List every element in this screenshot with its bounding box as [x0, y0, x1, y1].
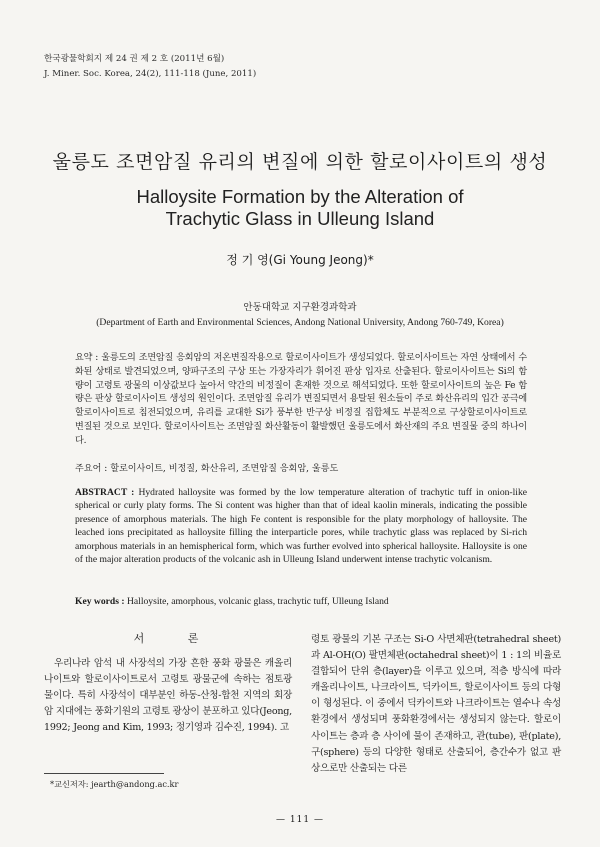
affiliation-korean: 안동대학교 지구환경과학과 — [243, 302, 357, 313]
keywords-english-text: Halloysite, amorphous, volcanic glass, trachytic tuff, Ulleung Island — [126, 596, 389, 607]
abstract-english-text: Hydrated halloysite was formed by the low temperature alteration of trachytic tuff in onion-like spherical or curly platy forms. The Si content was higher than that of ideal kaolin minerals, indicating the possible presence of amorphous materials. The high Fe content is responsible for the platy morphology of halloysite. The leached ions precipitated as halloysite filling the interparticle pores, while trachytic glass was replaced by Si-rich amorphous materials in an hemispherical form, which was further evolved into spherical halloysite. Halloysite is one of the major alteration products of the volcanic ash in Ulleung Island underwent intense trachytic volcanism. — [75, 487, 528, 566]
page-number: — 111 — — [276, 815, 324, 825]
footnote-divider — [44, 773, 164, 774]
keywords-label: Key words : — [75, 596, 125, 607]
abstract-korean: 요약 : 울릉도의 조면암질 응회암의 저온변질작용으로 할로이사이트가 생성되었다. 할로이사이트는 자연 상태에서 수화된 상태로 발견되었으며, 양파구조의 구상 또는 가장자리가 휘어진 판상 입자로 산출된다. 할로이사이트는 Si의 함량이 고령토 광물의 이상값보다 높아서 약간의 비정질이 혼재한 것으로 해석되었다. 또한 할로이사이트의 높은 Fe 함량은 판상 할로이사이트 생성의 원인이다. 조면암질 유리가 변질되면서 용탈된 원소들이 주로 화산유리의 입간 공극에 할로이사이트로 침전되었으며, 유리를 교대한 Si가 풍부한 반구상 비정질 집합체도 부분적으로 구상할로이사이트로 변질된 것으로 보인다. 할로이사이트는 조면암질 화산활동이 활발했던 울릉도에서 화산재의 주요 변질물 중의 하나이다. — [75, 353, 527, 446]
abstract-label: ABSTRACT : — [75, 487, 135, 498]
title-english-line1: Halloysite Formation by the Alteration of — [136, 186, 464, 207]
abstract-english — [75, 486, 527, 566]
title-english — [0, 186, 600, 230]
affiliation-english: (Department of Earth and Environmental Sciences, Andong National University, Andong 760-749, Korea) — [96, 317, 504, 328]
introduction-paragraph-right: 령토 광물의 기본 구조는 Si-O 사면체판(tetrahedral sheet)과 Al-OH(O) 팔면체판(octahedral sheet)이 1 : 1의 비율로 결합되어 단위 층(layer)을 이루고 있으며, 적층 방식에 따라 캐올리나이트, 나크라이트, 딕카이트, 할로이사이트 등의 다형이 형성된다. 이 중에서 딕카이트와 나크라이트는 열수나 속성환경에서 생성되며 풍화환경에서는 생성되지 않는다. 할로이사이트는 층과 층 사이에 물이 존재하고, 관(tube), 판(plate), 구(sphere) 등의 다양한 형태로 산출되어, 층간수가 없고 판상으로만 산출되는 다른 — [311, 634, 561, 774]
body-column-left — [44, 630, 292, 736]
keywords-korean: 주요어 : 할로이사이트, 비정질, 화산유리, 조면암질 응회암, 울릉도 — [75, 464, 339, 474]
author-name: 정 기 영(Gi Young Jeong)* — [226, 253, 374, 267]
journal-header — [44, 52, 256, 82]
corresponding-author-footnote: *교신저자: jearth@andong.ac.kr — [50, 779, 179, 789]
keywords-english — [75, 596, 527, 607]
journal-citation-english: J. Miner. Soc. Korea, 24(2), 111-118 (June, 2011) — [44, 69, 257, 79]
title-korean: 울릉도 조면암질 유리의 변질에 의한 할로이사이트의 생성 — [52, 151, 548, 173]
section-title-introduction: 서 론 — [133, 632, 219, 645]
body-column-right — [311, 632, 561, 777]
title-english-line2: Trachytic Glass in Ulleung Island — [165, 208, 435, 229]
introduction-paragraph-left: 우리나라 암석 내 사장석의 가장 흔한 풍화 광물은 캐올리나이트와 할로이사이트로서 고령토 광물군에 속하는 점토광물이다. 특히 사장석이 대부분인 하동-산청-합천 지역의 회장암 지대에는 풍화기원의 고령토 광상이 분포하고 있다(Jeong, 1992; Jeong and Kim, 1993; 정기영과 김수진, 1994). 고 — [44, 658, 292, 734]
journal-citation-korean: 한국광물학회지 제 24 권 제 2 호 (2011년 6월) — [44, 54, 225, 64]
